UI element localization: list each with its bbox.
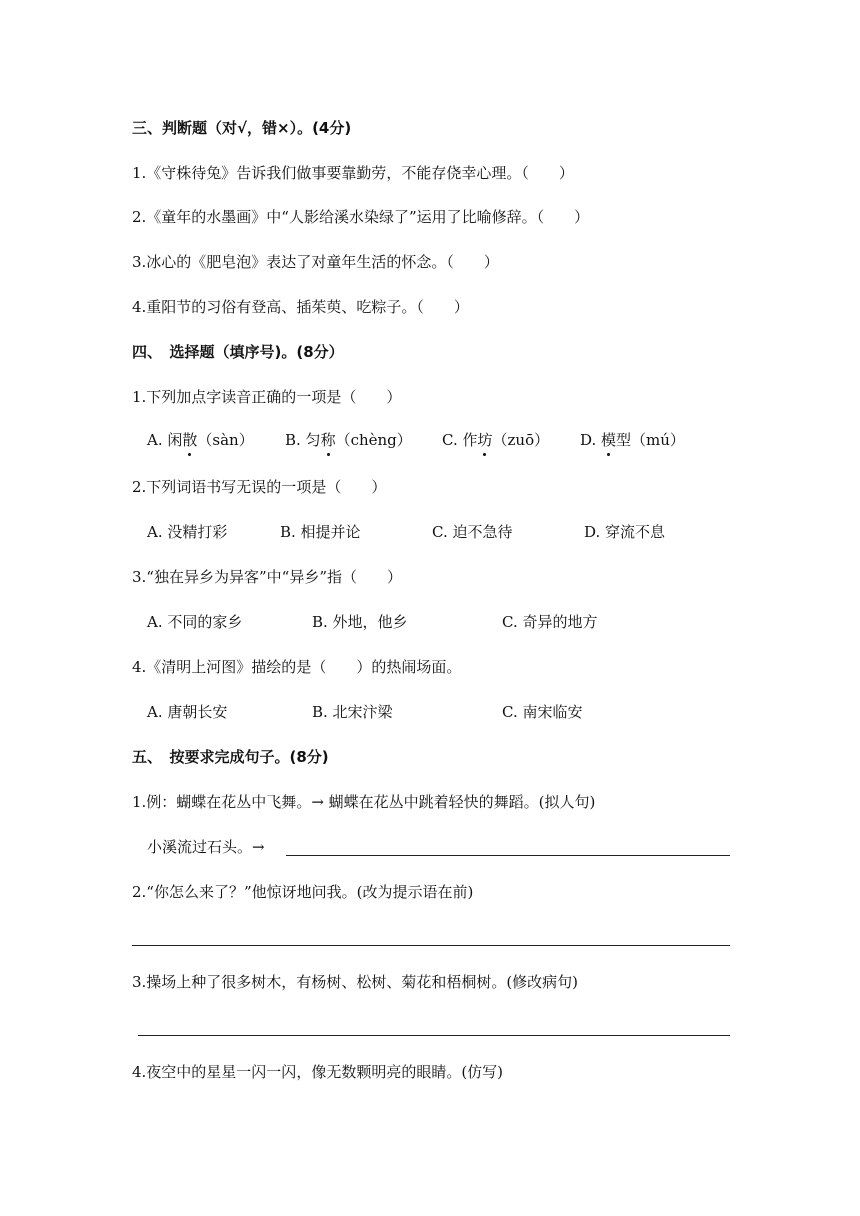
q5-1-example: 1.例：蝴蝶在花丛中飞舞。→ 蝴蝶在花丛中跳着轻快的舞蹈。(拟人句) — [132, 793, 596, 811]
option-text: A. 闲 — [147, 431, 183, 449]
q4-2-option-d: D. 穿流不息 — [584, 523, 666, 541]
q4-1-option-a — [147, 430, 254, 450]
q4-2-stem: 2.下列词语书写无误的一项是（ ） — [132, 478, 387, 496]
q5-1-answer-line[interactable] — [286, 855, 730, 856]
q5-2-answer-line[interactable] — [132, 945, 730, 946]
q4-1-option-d — [580, 430, 685, 450]
q5-2-stem: 2.“你怎么来了？”他惊讶地问我。(改为提示语在前) — [132, 883, 474, 901]
section3-item-3: 3.冰心的《肥皂泡》表达了对童年生活的怀念。（ ） — [132, 253, 499, 271]
section3-heading: 三、判断题（对√，错×）。(4分) — [132, 119, 352, 137]
q4-2-option-b: B. 相提并论 — [280, 523, 361, 541]
section3-item-2: 2.《童年的水墨画》中“人影给溪水染绿了”运用了比喻修辞。（ ） — [132, 208, 590, 226]
option-text: （chèng） — [335, 431, 412, 449]
q5-4-stem: 4.夜空中的星星一闪一闪，像无数颗明亮的眼睛。(仿写) — [132, 1063, 504, 1081]
option-text: （zuō） — [492, 431, 550, 449]
q5-3-answer-line[interactable] — [138, 1035, 730, 1036]
q4-1-option-c — [442, 430, 549, 450]
section3-item-1: 1.《守株待兔》告诉我们做事要靠勤劳，不能存侥幸心理。（ ） — [132, 164, 574, 182]
option-text: D. — [580, 431, 602, 449]
option-text: B. 匀 — [285, 431, 321, 449]
q4-3-option-a: A. 不同的家乡 — [147, 613, 243, 631]
q4-1-stem: 1.下列加点字读音正确的一项是（ ） — [132, 388, 402, 406]
q4-2-option-c: C. 迫不急待 — [432, 523, 513, 541]
q4-4-option-b: B. 北宋汴梁 — [312, 703, 393, 721]
dotted-char: 模 — [601, 431, 617, 449]
section5-heading: 五、 按要求完成句子。(8分) — [132, 748, 329, 766]
option-text: C. 作 — [442, 431, 478, 449]
dotted-char: 称 — [320, 431, 336, 449]
q4-2-option-a: A. 没精打彩 — [147, 523, 228, 541]
q4-3-option-b: B. 外地，他乡 — [312, 613, 408, 631]
q4-4-option-c: C. 南宋临安 — [502, 703, 583, 721]
q5-1-answer-prefix: 小溪流过石头。→ — [147, 838, 265, 856]
section3-item-4: 4.重阳节的习俗有登高、插茱萸、吃粽子。（ ） — [132, 298, 469, 316]
q4-4-stem: 4.《清明上河图》描绘的是（ ）的热闹场面。 — [132, 658, 462, 676]
q4-1-option-b — [285, 430, 412, 450]
section4-heading: 四、 选择题（填序号)。(8分） — [132, 343, 344, 361]
dotted-char: 坊 — [477, 431, 493, 449]
dotted-char: 散 — [182, 431, 198, 449]
q5-3-stem: 3.操场上种了很多树木，有杨树、松树、菊花和梧桐树。(修改病句) — [132, 973, 579, 991]
option-text: （sàn） — [197, 431, 254, 449]
option-text: 型（mú） — [616, 431, 685, 449]
q4-4-option-a: A. 唐朝长安 — [147, 703, 228, 721]
q4-3-stem: 3.“独在异乡为异客”中“异乡”指（ ） — [132, 568, 402, 586]
q4-3-option-c: C. 奇异的地方 — [502, 613, 598, 631]
